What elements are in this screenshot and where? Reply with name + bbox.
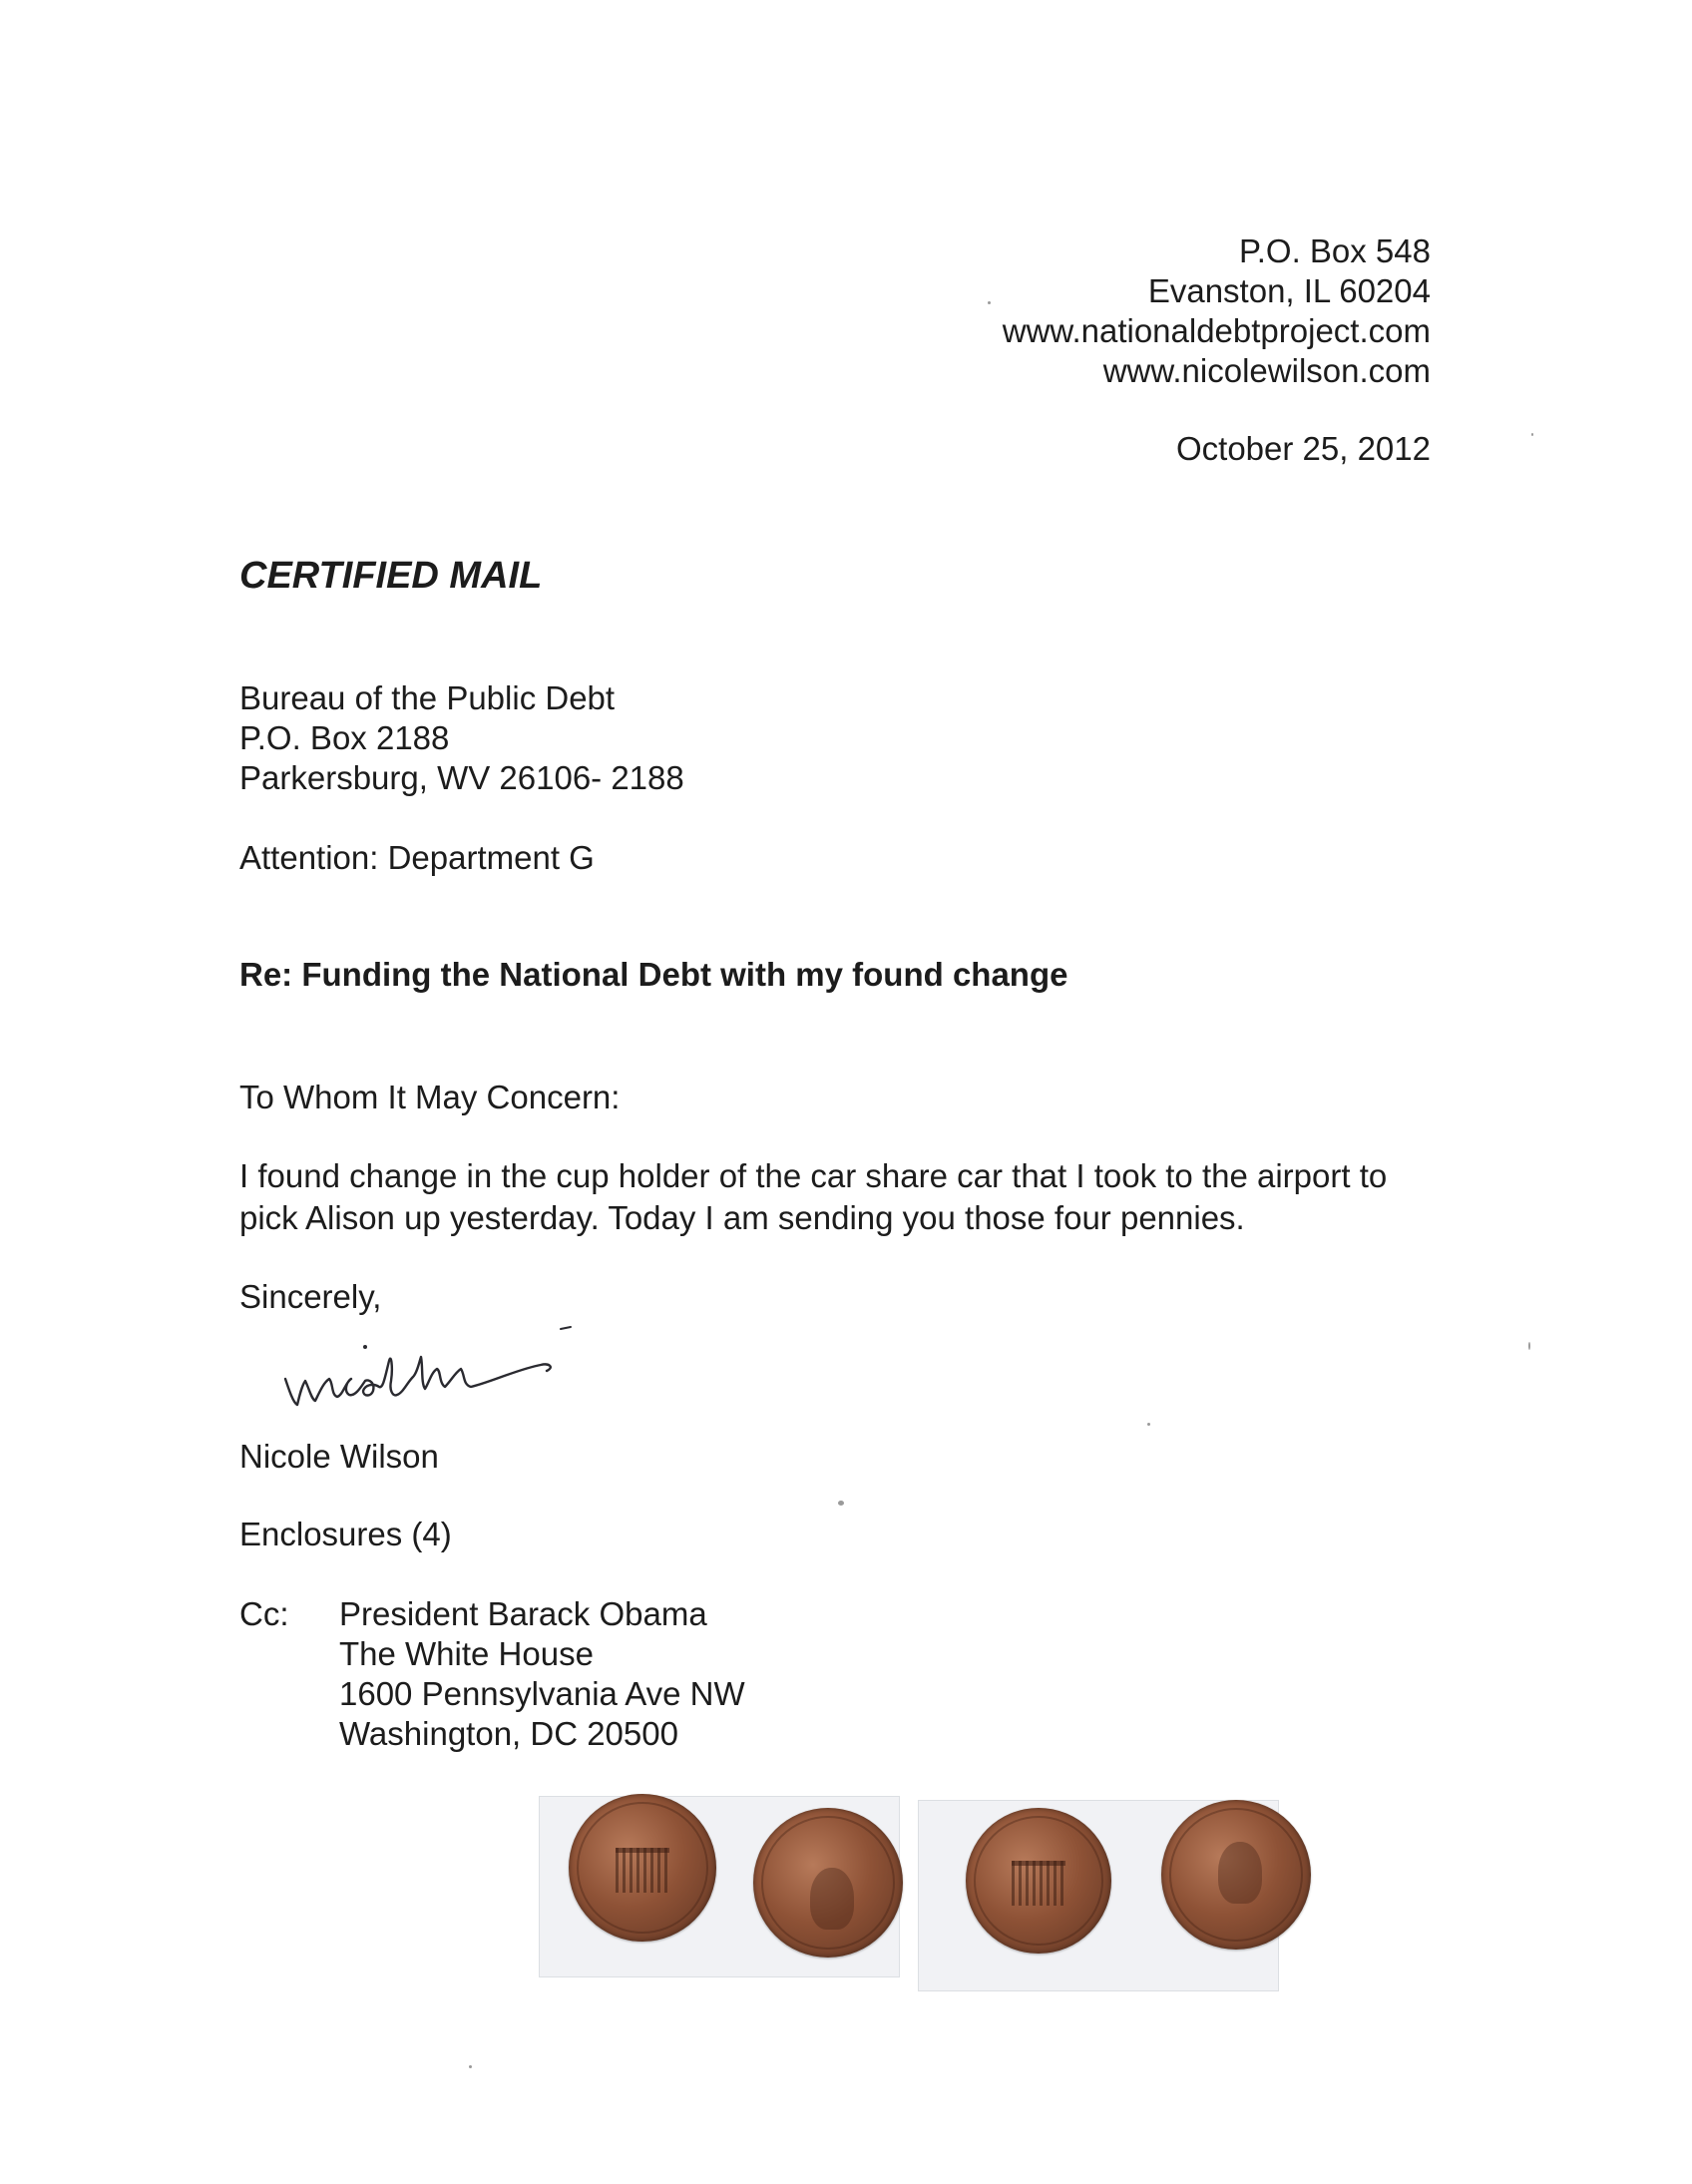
signer-name: Nicole Wilson (239, 1438, 439, 1475)
scan-speck (838, 1501, 844, 1506)
attention-line: Attention: Department G (239, 839, 595, 876)
closing: Sincerely, (239, 1278, 382, 1315)
enclosures-line: Enclosures (4) (239, 1516, 452, 1552)
scan-speck (1528, 1342, 1530, 1350)
cc-line: Washington, DC 20500 (339, 1715, 678, 1752)
body-line: pick Alison up yesterday. Today I am sending you those four pennies. (239, 1199, 1245, 1236)
penny-2 (753, 1808, 903, 1958)
letter-body (239, 1155, 1457, 1239)
subject-line: Re: Funding the National Debt with my found change (239, 956, 1068, 993)
scan-speck (1531, 433, 1533, 436)
cc-address (339, 1594, 745, 1754)
cc-line: The White House (339, 1635, 594, 1672)
recipient-city-line: Parkersburg, WV 26106- 2188 (239, 759, 684, 796)
scan-speck (469, 2065, 472, 2068)
recipient-name: Bureau of the Public Debt (239, 679, 616, 716)
sender-city-line: Evanston, IL 60204 (1147, 272, 1431, 309)
penny-1 (569, 1794, 716, 1942)
cc-line: President Barack Obama (339, 1595, 707, 1632)
body-line: I found change in the cup holder of the car share car that I took to the airport to (239, 1157, 1388, 1194)
handwritten-signature (279, 1317, 658, 1417)
cc-line: 1600 Pennsylvania Ave NW (339, 1675, 745, 1712)
scan-speck (1147, 1423, 1150, 1426)
scan-speck (988, 301, 991, 304)
sender-website-1: www.nationaldebtproject.com (1002, 312, 1431, 349)
sender-website-2: www.nicolewilson.com (1102, 352, 1431, 389)
letter-date: October 25, 2012 (1175, 430, 1431, 467)
penny-3 (966, 1808, 1111, 1954)
sender-address (1003, 231, 1431, 391)
recipient-po-box: P.O. Box 2188 (239, 719, 450, 756)
enclosed-pennies (539, 1786, 1387, 2015)
sender-po-box: P.O. Box 548 (1238, 232, 1431, 269)
salutation: To Whom It May Concern: (239, 1079, 621, 1115)
recipient-address (239, 678, 684, 798)
penny-4 (1161, 1800, 1311, 1950)
cc-label: Cc: (239, 1595, 289, 1632)
mail-type-heading: CERTIFIED MAIL (239, 555, 543, 597)
